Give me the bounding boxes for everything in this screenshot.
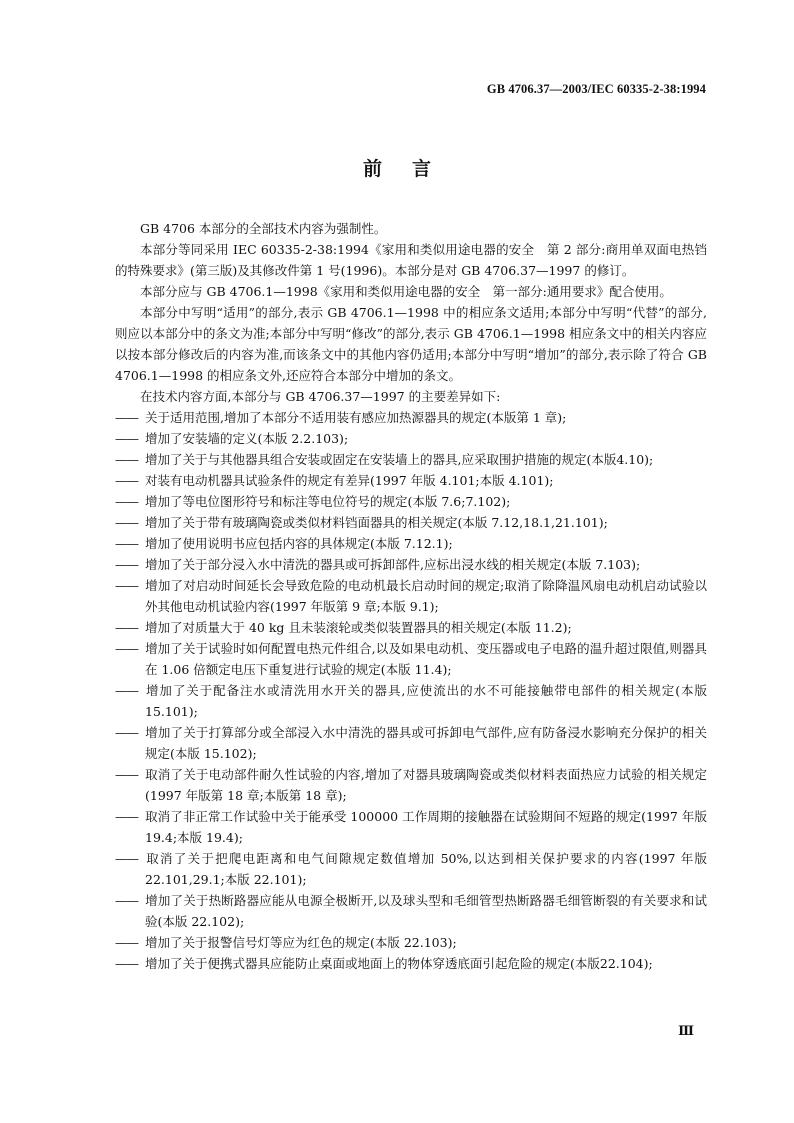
list-item xyxy=(115,806,707,848)
dash-marker: —— xyxy=(115,683,138,698)
list-item xyxy=(115,722,707,764)
paragraph-mandatory: GB 4706 本部分的全部技术内容为强制性。 xyxy=(140,221,387,236)
dash-marker: —— xyxy=(115,956,138,971)
dash-marker: —— xyxy=(115,767,138,782)
list-item xyxy=(115,554,707,575)
dash-marker: —— xyxy=(115,515,138,530)
list-item-text: 对装有电动机器具试验条件的规定有差异(1997 年版 4.101;本版 4.101); xyxy=(145,473,554,488)
list-item xyxy=(115,617,707,638)
list-item-text: 增加了关于便携式器具应能防止桌面或地面上的物体穿透底面引起危险的规定(本版22.104); xyxy=(145,956,653,971)
dash-marker: —— xyxy=(115,410,138,425)
list-item xyxy=(115,512,707,533)
dash-marker: —— xyxy=(115,557,138,572)
dash-marker: —— xyxy=(115,578,138,593)
list-item-text: 增加了对质量大于 40 kg 且未装滚轮或类似装置器具的相关规定(本版 11.2); xyxy=(145,620,572,635)
list-item-text: 增加了关于报警信号灯等应为红色的规定(本版 22.103); xyxy=(145,935,457,950)
list-item-text: 取消了非正常工作试验中关于能承受 100000 工作周期的接触器在试验期间不短路的规定(1997 年版 19.4;本版 19.4); xyxy=(145,809,707,845)
dash-marker: —— xyxy=(115,809,138,824)
list-item xyxy=(115,575,707,617)
list-item-text: 增加了使用说明书应包括内容的具体规定(本版 7.12.1); xyxy=(145,536,453,551)
list-item-text: 增加了关于部分浸入水中清洗的器具或可拆卸部件,应标出浸水线的相关规定(本版 7.103); xyxy=(145,557,641,572)
list-item xyxy=(115,533,707,554)
list-item-text: 增加了关于配备注水或清洗用水开关的器具,应使流出的水不可能接触带电部件的相关规定(本版 15.101); xyxy=(145,683,707,719)
list-item xyxy=(115,890,707,932)
standard-code-header: GB 4706.37—2003/IEC 60335-2-38:1994 xyxy=(486,82,706,96)
paragraph-differences-intro: 在技术内容方面,本部分与 GB 4706.37—1997 的主要差异如下: xyxy=(140,389,501,404)
differences-list xyxy=(115,407,707,974)
paragraph-usage: 本部分应与 GB 4706.1—1998《家用和类似用途电器的安全 第一部分:通用要求》配合使用。 xyxy=(140,284,672,299)
list-item-text: 增加了等电位图形符号和标注等电位符号的规定(本版 7.6;7.102); xyxy=(145,494,511,509)
dash-marker: —— xyxy=(115,536,138,551)
list-item-text: 取消了关于把爬电距离和电气间隙规定数值增加 50%,以达到相关保护要求的内容(1997 年版 22.101,29.1;本版 22.101); xyxy=(145,851,707,887)
dash-marker: —— xyxy=(115,851,138,866)
dash-marker: —— xyxy=(115,431,138,446)
list-item-text: 增加了关于打算部分或全部浸入水中清洗的器具或可拆卸电气部件,应有防备浸水影响充分保护的相关规定(本版 15.102); xyxy=(145,725,707,761)
dash-marker: —— xyxy=(115,473,138,488)
list-item-text: 增加了关于热断路器应能从电源全极断开,以及球头型和毛细管型热断路器毛细管断裂的有关要求和试验(本版 22.102); xyxy=(145,893,707,929)
paragraph-adoption: 本部分等同采用 IEC 60335-2-38:1994《家用和类似用途电器的安全 第 2 部分:商用单双面电热铛的特殊要求》(第三版)及其修改件第 1 号(1996)。本部分是对 GB 4706.37—1997 的修订。 xyxy=(115,242,707,278)
list-item-text: 增加了关于带有玻璃陶瓷或类似材料铛面器具的相关规定(本版 7.12,18.1,21.101); xyxy=(145,515,608,530)
page-number: Ⅲ xyxy=(678,1023,694,1038)
list-item-text: 增加了对启动时间延长会导致危险的电动机最长启动时间的规定;取消了除降温风扇电动机启动试验以外其他电动机试验内容(1997 年版第 9 章;本版 9.1); xyxy=(145,578,707,614)
document-body xyxy=(115,218,707,974)
paragraph-terminology: 本部分中写明“适用”的部分,表示 GB 4706.1—1998 中的相应条文适用;本部分中写明“代替”的部分,则应以本部分中的条文为准;本部分中写明“修改”的部分,表示 GB 4706.1—1998 相应条文中的相关内容应以按本部分修改后的内容为准,而该条文中的其他内容仍适用;本部分中写明“增加”的部分,表示除了符合 GB 4706.1—1998 的相应条文外,还应符合本部分中增加的条文。 xyxy=(115,305,707,383)
dash-marker: —— xyxy=(115,641,138,656)
list-item-text: 增加了关于试验时如何配置电热元件组合,以及如果电动机、变压器或电子电路的温升超过限值,则器具在 1.06 倍额定电压下重复进行试验的规定(本版 11.4); xyxy=(145,641,707,677)
list-item xyxy=(115,491,707,512)
list-item xyxy=(115,470,707,491)
dash-marker: —— xyxy=(115,935,138,950)
list-item-text: 增加了安装墙的定义(本版 2.2.103); xyxy=(145,431,349,446)
list-item xyxy=(115,407,707,428)
list-item-text: 取消了关于电动部件耐久性试验的内容,增加了对器具玻璃陶瓷或类似材料表面热应力试验的相关规定(1997 年版第 18 章;本版第 18 章); xyxy=(145,767,707,803)
dash-marker: —— xyxy=(115,725,138,740)
dash-marker: —— xyxy=(115,452,138,467)
list-item-text: 增加了关于与其他器具组合安装或固定在安装墙上的器具,应采取围护措施的规定(本版4.10); xyxy=(145,452,654,467)
dash-marker: —— xyxy=(115,494,138,509)
list-item-text: 关于适用范围,增加了本部分不适用装有感应加热源器具的规定(本版第 1 章); xyxy=(145,410,567,425)
dash-marker: —— xyxy=(115,893,138,908)
list-item xyxy=(115,848,707,890)
list-item xyxy=(115,764,707,806)
list-item xyxy=(115,932,707,953)
list-item xyxy=(115,680,707,722)
list-item xyxy=(115,638,707,680)
list-item xyxy=(115,428,707,449)
dash-marker: —— xyxy=(115,620,138,635)
page-title: 前言 xyxy=(362,158,461,180)
list-item xyxy=(115,953,707,974)
list-item xyxy=(115,449,707,470)
